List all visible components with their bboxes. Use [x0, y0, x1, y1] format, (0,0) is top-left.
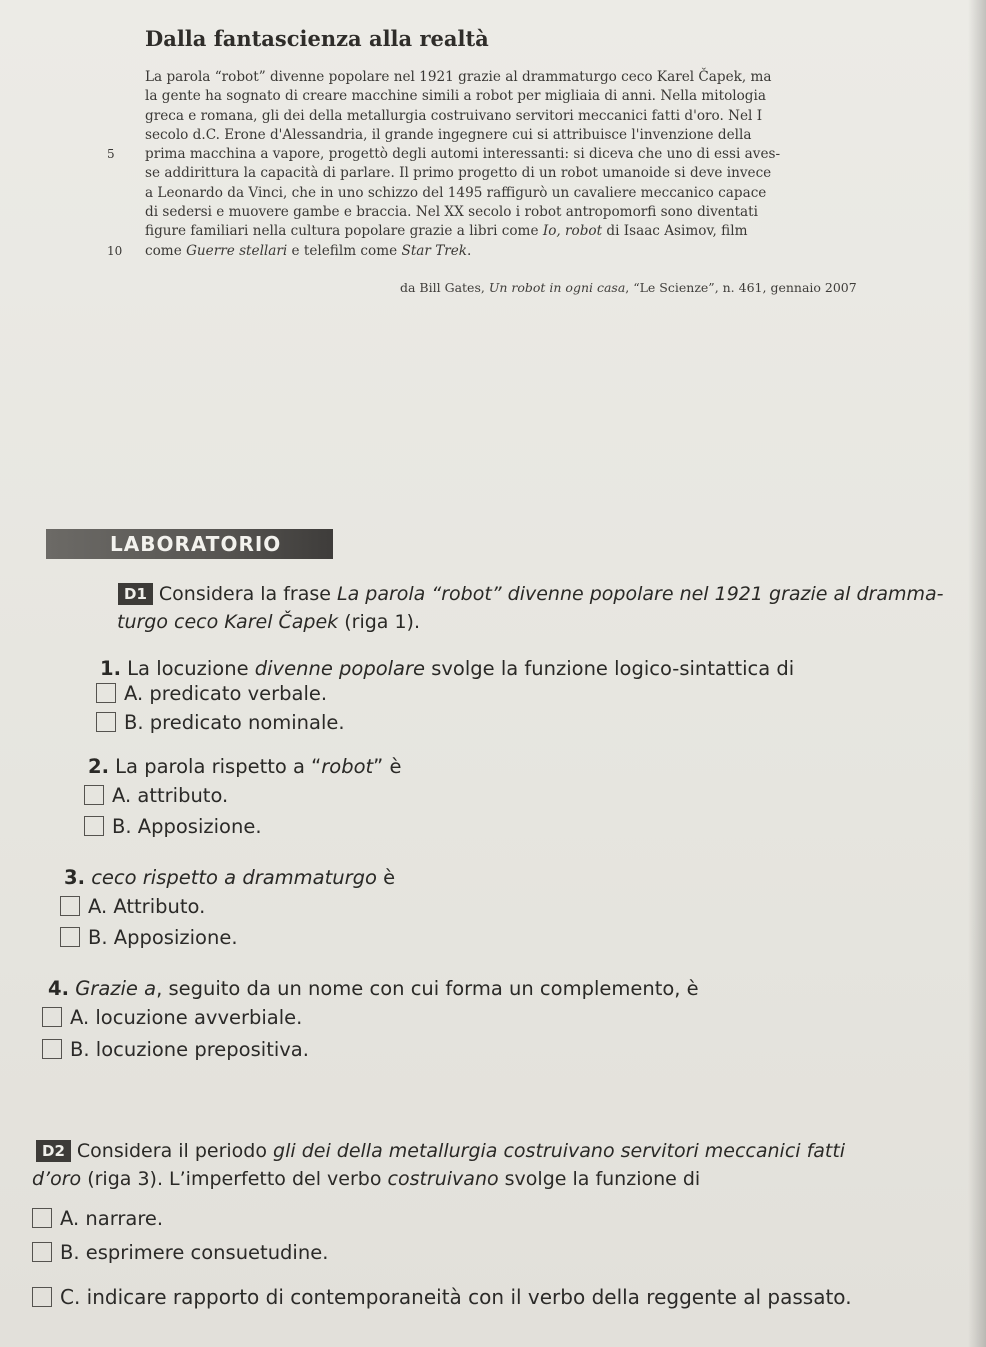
d2-intro-text: svolge la funzione di: [498, 1168, 701, 1190]
d2-option-c[interactable]: [32, 1284, 852, 1310]
article-paragraph: [107, 68, 905, 261]
option-label: B. Apposizione.: [112, 815, 262, 838]
article-line: [107, 145, 905, 164]
article-line-text: e telefilm come: [287, 242, 402, 259]
d1-intro: [118, 580, 948, 636]
source-title: Un robot in ogni casa: [488, 280, 626, 295]
d1-intro-ref: (riga 1).: [338, 611, 421, 633]
option-label: B. predicato nominale.: [124, 711, 345, 734]
option-label: A. narrare.: [60, 1207, 164, 1230]
article-title: Dalla fantascienza alla realtà: [145, 26, 489, 51]
d1-intro-text: Considera la frase: [158, 583, 337, 605]
option-label: A. locuzione avverbiale.: [70, 1006, 303, 1029]
source-prefix: da Bill Gates,: [400, 280, 489, 295]
d2-intro-text: Considera il periodo: [76, 1140, 274, 1162]
d1-q1-option-a[interactable]: [96, 681, 327, 707]
article-line: [145, 222, 905, 241]
option-label: B. locuzione prepositiva.: [70, 1038, 309, 1061]
article-line-text: figure familiari nella cultura popolare grazie a libri come: [145, 223, 543, 240]
option-label: A. Attributo.: [88, 895, 206, 918]
question-text: La parola rispetto a “: [108, 755, 322, 778]
question-text-italic: divenne popolare: [254, 657, 426, 680]
option-label: B. Apposizione.: [88, 926, 238, 949]
checkbox[interactable]: [60, 896, 80, 916]
checkbox[interactable]: [60, 927, 80, 947]
d1-q4-option-b[interactable]: [42, 1037, 309, 1063]
d1-question-3: [64, 864, 395, 892]
d2-quoted-period: gli dei della metallurgia costruivano servitori meccanici fatti: [273, 1140, 846, 1162]
question-text-italic: Grazie a: [75, 977, 157, 1000]
article-line: di sedersi e muovere gambe e braccia. Nel XX secolo i robot antropomorfi sono diventati: [145, 204, 758, 221]
article-line-text: come: [145, 242, 187, 259]
question-number: 2.: [88, 755, 109, 778]
question-text-italic: robot: [321, 755, 374, 778]
d2-verb: costruivano: [387, 1168, 499, 1190]
question-text: La locuzione: [120, 657, 255, 680]
question-number: 1.: [100, 657, 121, 680]
d1-question-4: [48, 975, 699, 1003]
d2-badge: D2: [36, 1140, 71, 1162]
d1-q2-option-b[interactable]: [84, 814, 262, 840]
checkbox[interactable]: [84, 785, 104, 805]
laboratorio-heading: LABORATORIO: [110, 532, 282, 556]
article-line-text: prima macchina a vapore, progettò degli automi interessanti: si diceva che uno di essi aves-: [145, 146, 781, 163]
article-line: secolo d.C. Erone d'Alessandria, il grande ingegnere cui si attribuisce l'invenzione della: [145, 126, 752, 143]
checkbox[interactable]: [96, 712, 116, 732]
option-label: C. indicare rapporto di contemporaneità con il verbo della reggente al passato.: [60, 1285, 852, 1309]
article-line: a Leonardo da Vinci, che in uno schizzo del 1495 raffigurò un cavaliere meccanico capace: [145, 184, 767, 201]
question-text: ” è: [373, 755, 402, 778]
d1-q1-option-b[interactable]: [96, 710, 345, 736]
d1-q3-option-a[interactable]: [60, 894, 205, 920]
d1-q3-option-b[interactable]: [60, 925, 238, 951]
film-title: Guerre stellari: [186, 242, 288, 259]
option-label: B. esprimere consuetudine.: [60, 1241, 329, 1264]
question-text: , seguito da un nome con cui forma un complemento, è: [156, 977, 699, 1000]
d2-option-b[interactable]: [32, 1240, 328, 1266]
d1-quoted-sentence-cont: turgo ceco Karel Čapek: [117, 611, 339, 633]
d2-quoted-period-cont: d’oro: [32, 1168, 82, 1190]
option-label: A. attributo.: [112, 784, 229, 807]
article-line-text: .: [467, 242, 472, 259]
d2-intro-text: (riga 3). L’imperfetto del verbo: [81, 1168, 388, 1190]
article-line: greca e romana, gli dei della metallurgia costruivano servitori meccanici fatti d'oro. Nel I: [145, 107, 763, 124]
d2-intro: [32, 1137, 966, 1193]
checkbox[interactable]: [42, 1007, 62, 1027]
series-title: Star Trek: [401, 242, 468, 259]
checkbox[interactable]: [32, 1242, 52, 1262]
article-line: [107, 242, 905, 261]
option-label: A. predicato verbale.: [124, 682, 328, 705]
question-text: svolge la funzione logico-sintattica di: [425, 657, 795, 680]
checkbox[interactable]: [32, 1287, 52, 1307]
d1-question-2: [88, 753, 401, 781]
question-text-italic: ceco: [91, 866, 137, 889]
question-text-italic: drammaturgo: [242, 866, 377, 889]
d2-option-a[interactable]: [32, 1206, 163, 1232]
line-number: 5: [107, 147, 115, 162]
checkbox[interactable]: [96, 683, 116, 703]
d1-badge: D1: [118, 583, 153, 605]
article-line: se addirittura la capacità di parlare. Il primo progetto di un robot umanoide si deve invece: [145, 165, 772, 182]
d1-q4-option-a[interactable]: [42, 1005, 302, 1031]
article-line: La parola “robot” divenne popolare nel 1921 grazie al drammaturgo ceco Karel Čapek, ma: [145, 69, 772, 85]
d1-q2-option-a[interactable]: [84, 783, 228, 809]
checkbox[interactable]: [84, 816, 104, 836]
question-number: 4.: [48, 977, 69, 1000]
d1-question-1: [100, 655, 794, 683]
article-source: [400, 280, 857, 295]
article-line-text: di Isaac Asimov, film: [602, 223, 748, 240]
book-title: Io, robot: [542, 223, 603, 240]
article-line: la gente ha sognato di creare macchine simili a robot per migliaia di anni. Nella mitologia: [145, 88, 766, 105]
question-number: 3.: [64, 866, 85, 889]
checkbox[interactable]: [32, 1208, 52, 1228]
line-number: 10: [107, 243, 123, 258]
question-text: rispetto a: [136, 866, 243, 889]
d1-quoted-sentence: La parola “robot” divenne popolare nel 1921 grazie al dramma-: [336, 583, 944, 605]
checkbox[interactable]: [42, 1039, 62, 1059]
page-edge-shadow: [968, 0, 986, 1347]
question-text: è: [376, 866, 396, 889]
source-suffix: , “Le Scienze”, n. 461, gennaio 2007: [625, 280, 857, 295]
